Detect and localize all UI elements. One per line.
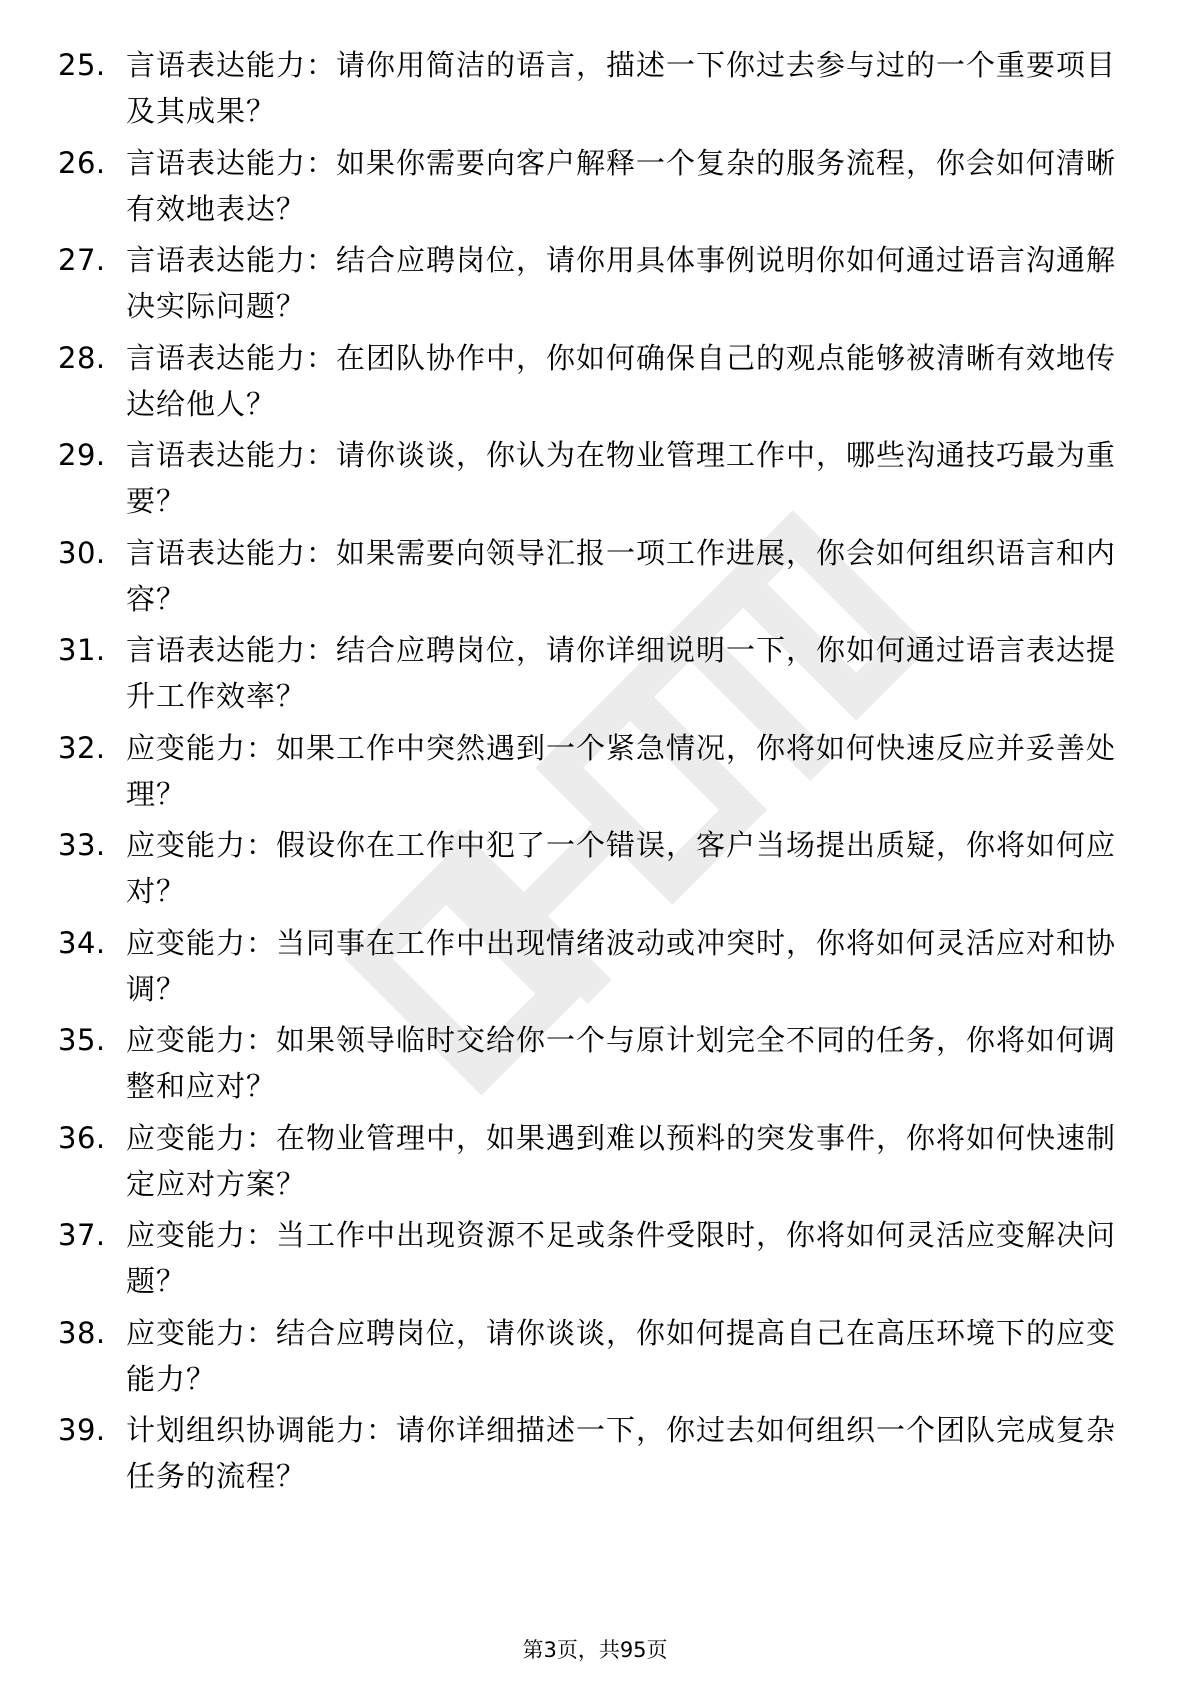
question-item [0,432,1190,530]
question-item [0,335,1190,433]
question-number: 39. [58,1413,106,1447]
question-text: 应变能力：当同事在工作中出现情绪波动或冲突时，你将如何灵活应对和协调？ [126,925,1117,1006]
question-text: 言语表达能力：请你谈谈，你认为在物业管理工作中，哪些沟通技巧最为重要？ [126,438,1117,518]
question-number: 26. [58,145,106,180]
question-item [0,1115,1190,1213]
question-item [0,1407,1190,1505]
question-number: 31. [58,633,106,667]
question-text: 言语表达能力：如果你需要向客户解释一个复杂的服务流程，你会如何清晰有效地表达？ [126,145,1117,226]
question-number: 34. [58,925,106,960]
page-footer: 第3页，共95页 [522,1638,668,1662]
question-number: 28. [58,340,106,375]
question-item [0,1310,1190,1408]
question-number: 33. [58,828,106,862]
question-text: 应变能力：假设你在工作中犯了一个错误，客户当场提出质疑，你将如何应对？ [126,828,1117,908]
question-item [0,627,1190,725]
question-text: 应变能力：在物业管理中，如果遇到难以预料的突发事件，你将如何快速制定应对方案？ [126,1120,1117,1201]
question-number: 36. [58,1120,106,1155]
question-item [0,237,1190,335]
question-item [0,920,1190,1018]
question-number: 27. [58,243,106,277]
question-number: 25. [58,48,106,82]
question-item [0,140,1190,238]
question-number: 30. [58,535,106,570]
question-number: 38. [58,1315,106,1350]
question-item [0,725,1190,823]
question-number: 29. [58,438,106,472]
question-text: 应变能力：当工作中出现资源不足或条件受限时，你将如何灵活应变解决问题？ [126,1218,1117,1298]
question-item [0,822,1190,920]
question-text: 言语表达能力：在团队协作中，你如何确保自己的观点能够被清晰有效地传达给他人？ [126,340,1117,421]
question-text: 言语表达能力：结合应聘岗位，请你详细说明一下，你如何通过语言表达提升工作效率？ [126,633,1117,713]
question-number: 35. [58,1023,106,1057]
question-number: 37. [58,1218,106,1252]
question-text: 言语表达能力：请你用简洁的语言，描述一下你过去参与过的一个重要项目及其成果？ [126,48,1117,128]
question-text: 应变能力：如果领导临时交给你一个与原计划完全不同的任务，你将如何调整和应对？ [126,1023,1117,1103]
question-item [0,1212,1190,1310]
question-text: 计划组织协调能力：请你详细描述一下，你过去如何组织一个团队完成复杂任务的流程？ [126,1413,1117,1493]
question-item [0,530,1190,628]
question-list [0,42,1190,1505]
question-item [0,1017,1190,1115]
question-item [0,42,1190,140]
question-text: 言语表达能力：结合应聘岗位，请你用具体事例说明你如何通过语言沟通解决实际问题？ [126,243,1117,323]
question-number: 32. [58,730,106,765]
question-text: 言语表达能力：如果需要向领导汇报一项工作进展，你会如何组织语言和内容？ [126,535,1117,616]
question-text: 应变能力：如果工作中突然遇到一个紧急情况，你将如何快速反应并妥善处理？ [126,730,1117,811]
question-text: 应变能力：结合应聘岗位，请你谈谈，你如何提高自己在高压环境下的应变能力？ [126,1315,1117,1396]
